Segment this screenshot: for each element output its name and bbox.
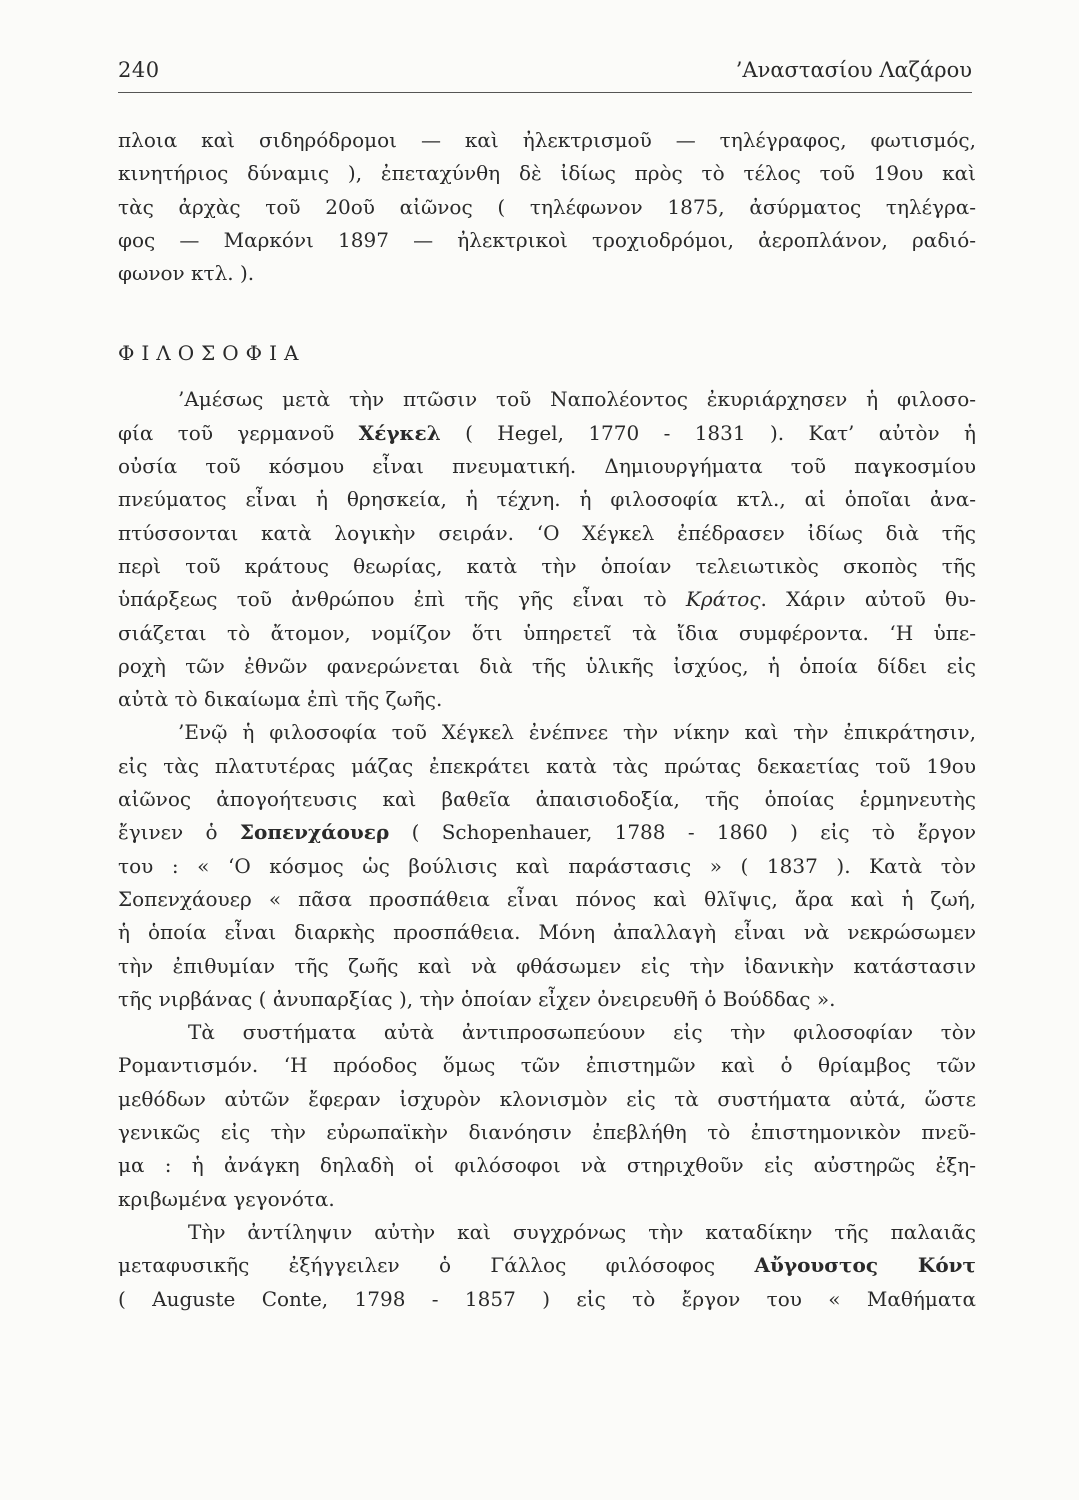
text-span: φία τοῦ γερμανοῦ <box>118 420 335 445</box>
bold-name-schopenhauer: Σοπενχάουερ <box>239 820 390 845</box>
text-line: εἰς τὰς πλατυτέρας μάζας ἐπεκράτει κατὰ τὰς πρώτας δεκαετίας τοῦ 19ου <box>118 753 976 778</box>
text-line: περὶ τοῦ κράτους θεωρίας, κατὰ τὴν ὁποίαν τελειωτικὸς σκοπὸς τῆς <box>118 553 976 578</box>
text-line: Τὴν ἀντίληψιν αὐτὴν καὶ συγχρόνως τὴν καταδίκην τῆς παλαιᾶς <box>188 1219 976 1244</box>
page-body <box>118 124 976 1316</box>
text-line: Τὰ συστήματα αὐτὰ ἀντιπροσωπεύουν εἰς τὴν φιλοσοφίαν τὸν <box>188 1020 976 1045</box>
text-line <box>118 1249 976 1282</box>
text-line: σιάζεται τὸ ἄτομον, νομίζον ὅτι ὑπηρετεῖ τὰ ἴδια συμφέροντα. ‘Η ὑπε- <box>118 620 976 645</box>
text-line: γενικῶς εἰς τὴν εὐρωπαϊκὴν διανόησιν ἐπεβλήθη τὸ ἐπιστημονικὸν πνεῦ- <box>118 1120 976 1145</box>
paragraph-3 <box>118 716 976 1016</box>
text-line: τῆς νιρβάνας ( ἀνυπαρξίας ), τὴν ὁποίαν εἶχεν ὀνειρευθῆ ὁ Βούδδας ». <box>118 986 836 1011</box>
text-span: ἔγινεν ὁ <box>118 820 218 845</box>
text-line: αὐτὰ τὸ δικαίωμα ἐπὶ τῆς ζωῆς. <box>118 687 443 712</box>
text-line: ( Auguste Conte, 1798 - 1857 ) εἰς τὸ ἔργον του « Μαθήματα <box>118 1286 976 1311</box>
text-line: κριβωμένα γεγονότα. <box>118 1186 335 1211</box>
text-line: ροχὴ τῶν ἐθνῶν φανερώνεται διὰ τῆς ὑλικῆς ἰσχύος, ἡ ὁποία δίδει εἰς <box>118 653 976 678</box>
text-line <box>118 583 976 616</box>
text-line: αἰῶνος ἀπογοήτευσις καὶ βαθεῖα ἀπαισιοδοξία, τῆς ὁποίας ἑρμηνευτὴς <box>118 787 976 812</box>
text-line <box>118 417 976 450</box>
text-span: ( Hegel, 1770 - 1831 ). Κατ’ αὐτὸν ἡ <box>465 420 977 445</box>
text-line: πλοια καὶ σιδηρόδρομοι — καὶ ἠλεκτρισμοῦ — τηλέγραφος, φωτισμός, <box>118 128 976 152</box>
text-line: κινητήριος δύναμις ), ἐπεταχύνθη δὲ ἰδίως πρὸς τὸ τέλος τοῦ 19ου καὶ <box>118 161 976 186</box>
paragraph-1 <box>118 124 976 290</box>
text-line: φος — Μαρκόνι 1897 — ἠλεκτρικοὶ τροχιοδρόμοι, ἀεροπλάνον, ραδιό- <box>118 227 976 252</box>
text-line: τὰς ἀρχὰς τοῦ 20οῦ αἰῶνος ( τηλέφωνον 1875, ἀσύρματος τηλέγρα- <box>118 194 976 219</box>
text-line: πτύσσονται κατὰ λογικὴν σειράν. ‘Ο Χέγκελ ἐπέδρασεν ἰδίως διὰ τῆς <box>118 520 976 545</box>
italic-word-kratos: Κράτος <box>685 587 761 612</box>
text-line: οὐσία τοῦ κόσμου εἶναι πνευματική. Δημιουργήματα τοῦ παγκοσμίου <box>118 454 976 479</box>
page-number: 240 <box>118 58 160 82</box>
paragraph-4 <box>118 1016 976 1216</box>
running-head: ’Αναστασίου Λαζάρου <box>735 58 972 82</box>
text-span: ὑπάρξεως τοῦ ἀνθρώπου ἐπὶ τῆς γῆς εἶναι τὸ <box>118 587 667 612</box>
page-header <box>118 52 972 93</box>
text-line: ’Ενῷ ἡ φιλοσοφία τοῦ Χέγκελ ἐνέπνεε τὴν νίκην καὶ τὴν ἐπικράτησιν, <box>178 720 976 745</box>
text-line: φωνον κτλ. ). <box>118 261 255 286</box>
text-span: ( Schopenhauer, 1788 - 1860 ) εἰς τὸ ἔργον <box>411 820 977 845</box>
bold-name-comte: Αὔγουστος Κόντ <box>754 1253 976 1278</box>
text-line <box>118 816 976 849</box>
paragraph-2 <box>118 383 976 716</box>
text-line: ’Αμέσως μετὰ τὴν πτῶσιν τοῦ Ναπολέοντος ἐκυριάρχησεν ἡ φιλοσο- <box>178 387 976 412</box>
text-line: πνεύματος εἶναι ἡ θρησκεία, ἡ τέχνη. ἡ φιλοσοφία κτλ., αἱ ὁποῖαι ἀνα- <box>118 487 976 512</box>
text-line: του : « ‘Ο κόσμος ὡς βούλισις καὶ παράστασις » ( 1837 ). Κατὰ τὸν <box>118 853 976 878</box>
text-line: μα : ἡ ἀνάγκη δηλαδὴ οἱ φιλόσοφοι νὰ στηριχθοῦν εἰς αὐστηρῶς ἐξη- <box>118 1153 976 1178</box>
text-line: ἡ ὁποία εἶναι διαρκὴς προσπάθεια. Μόνη ἀπαλλαγὴ εἶναι νὰ νεκρώσωμεν <box>118 920 976 945</box>
section-heading: ΦΙΛΟΣΟΦΙΑ <box>118 341 306 366</box>
text-line: μεθόδων αὐτῶν ἔφεραν ἰσχυρὸν κλονισμὸν εἰς τὰ συστήματα αὐτά, ὥστε <box>118 1086 976 1111</box>
text-line: Ρομαντισμόν. ‘Η πρόοδος ὅμως τῶν ἐπιστημῶν καὶ ὁ θρίαμβος τῶν <box>118 1053 976 1078</box>
bold-name-hegel: Χέγκελ <box>358 420 441 445</box>
text-span: μεταφυσικῆς ἐξήγγειλεν ὁ Γάλλος φιλόσοφος <box>118 1253 716 1278</box>
paragraph-5 <box>118 1216 976 1316</box>
text-line: τὴν ἐπιθυμίαν τῆς ζωῆς καὶ νὰ φθάσωμεν εἰς τὴν ἰδανικὴν κατάστασιν <box>118 953 976 978</box>
text-line: Σοπενχάουερ « πᾶσα προσπάθεια εἶναι πόνος καὶ θλῖψις, ἄρα καὶ ἡ ζωή, <box>118 886 976 911</box>
text-span: . Χάριν αὐτοῦ θυ- <box>760 587 976 612</box>
